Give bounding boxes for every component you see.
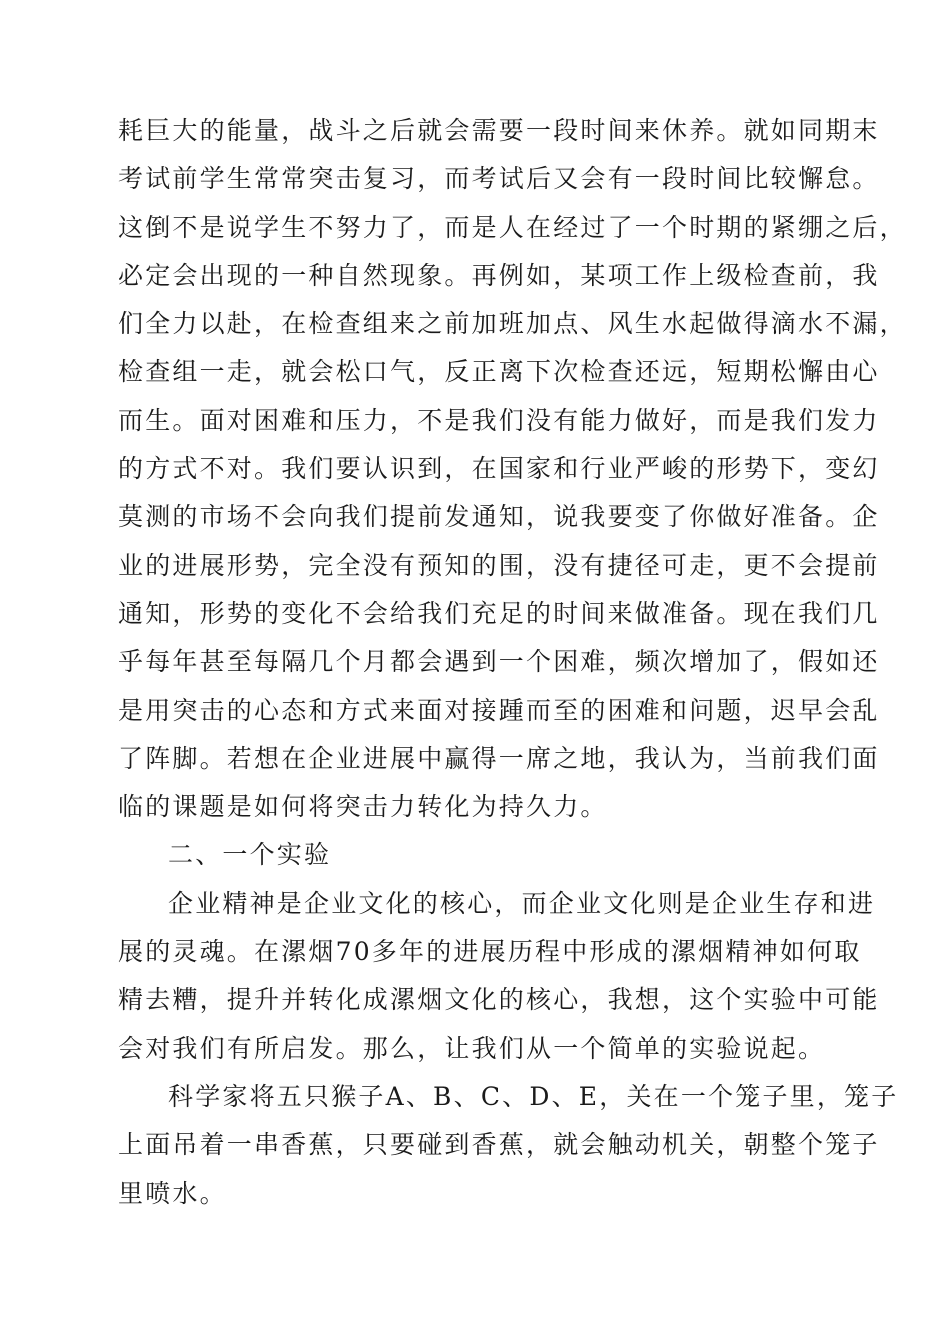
- text-line: 业的进展形势，完全没有预知的围，没有捷径可走，更不会提前: [118, 550, 880, 580]
- text-line: 的方式不对。我们要认识到，在国家和行业严峻的形势下，变幻: [118, 454, 880, 484]
- text-line: 必定会出现的一种自然现象。再例如，某项工作上级检查前，我: [118, 260, 880, 290]
- text-line: 企业精神是企业文化的核心，而企业文化则是企业生存和进: [168, 888, 876, 918]
- text-line: 们全力以赴，在检查组来之前加班加点、风生水起做得滴水不漏，: [118, 309, 907, 339]
- text-line: 精去糟，提升并转化成漯烟文化的核心，我想，这个实验中可能: [118, 985, 880, 1015]
- section-heading: 二、一个实验: [168, 840, 332, 870]
- text-line: 科学家将五只猴子A、B、C、D、E，关在一个笼子里，笼子: [168, 1081, 899, 1111]
- text-line: 会对我们有所启发。那么，让我们从一个简单的实验说起。: [118, 1033, 826, 1063]
- text-line: 通知，形势的变化不会给我们充足的时间来做准备。现在我们几: [118, 598, 880, 628]
- text-line: 这倒不是说学生不努力了，而是人在经过了一个时期的紧绷之后，: [118, 212, 907, 242]
- text-line: 上面吊着一串香蕉，只要碰到香蕉，就会触动机关，朝整个笼子: [118, 1130, 880, 1160]
- text-line: 乎每年甚至每隔几个月都会遇到一个困难，频次增加了，假如还: [118, 647, 880, 677]
- text-line: 检查组一走，就会松口气，反正离下次检查还远，短期松懈由心: [118, 357, 880, 387]
- text-line: 是用突击的心态和方式来面对接踵而至的困难和问题，迟早会乱: [118, 695, 880, 725]
- text-line: 耗巨大的能量，战斗之后就会需要一段时间来休养。就如同期末: [118, 116, 880, 145]
- text-line: 了阵脚。若想在企业进展中赢得一席之地，我认为，当前我们面: [118, 743, 880, 773]
- text-line: 莫测的市场不会向我们提前发通知，说我要变了你做好准备。企: [118, 502, 880, 532]
- document-body: [118, 107, 907, 1218]
- text-line: 考试前学生常常突击复习，而考试后又会有一段时间比较懈怠。: [118, 164, 880, 194]
- text-line: 展的灵魂。在漯烟70多年的进展历程中形成的漯烟精神如何取: [118, 937, 862, 967]
- text-line: 里喷水。: [118, 1178, 227, 1208]
- text-line: 而生。面对困难和压力，不是我们没有能力做好，而是我们发力: [118, 405, 880, 435]
- text-line: 临的课题是如何将突击力转化为持久力。: [118, 792, 608, 822]
